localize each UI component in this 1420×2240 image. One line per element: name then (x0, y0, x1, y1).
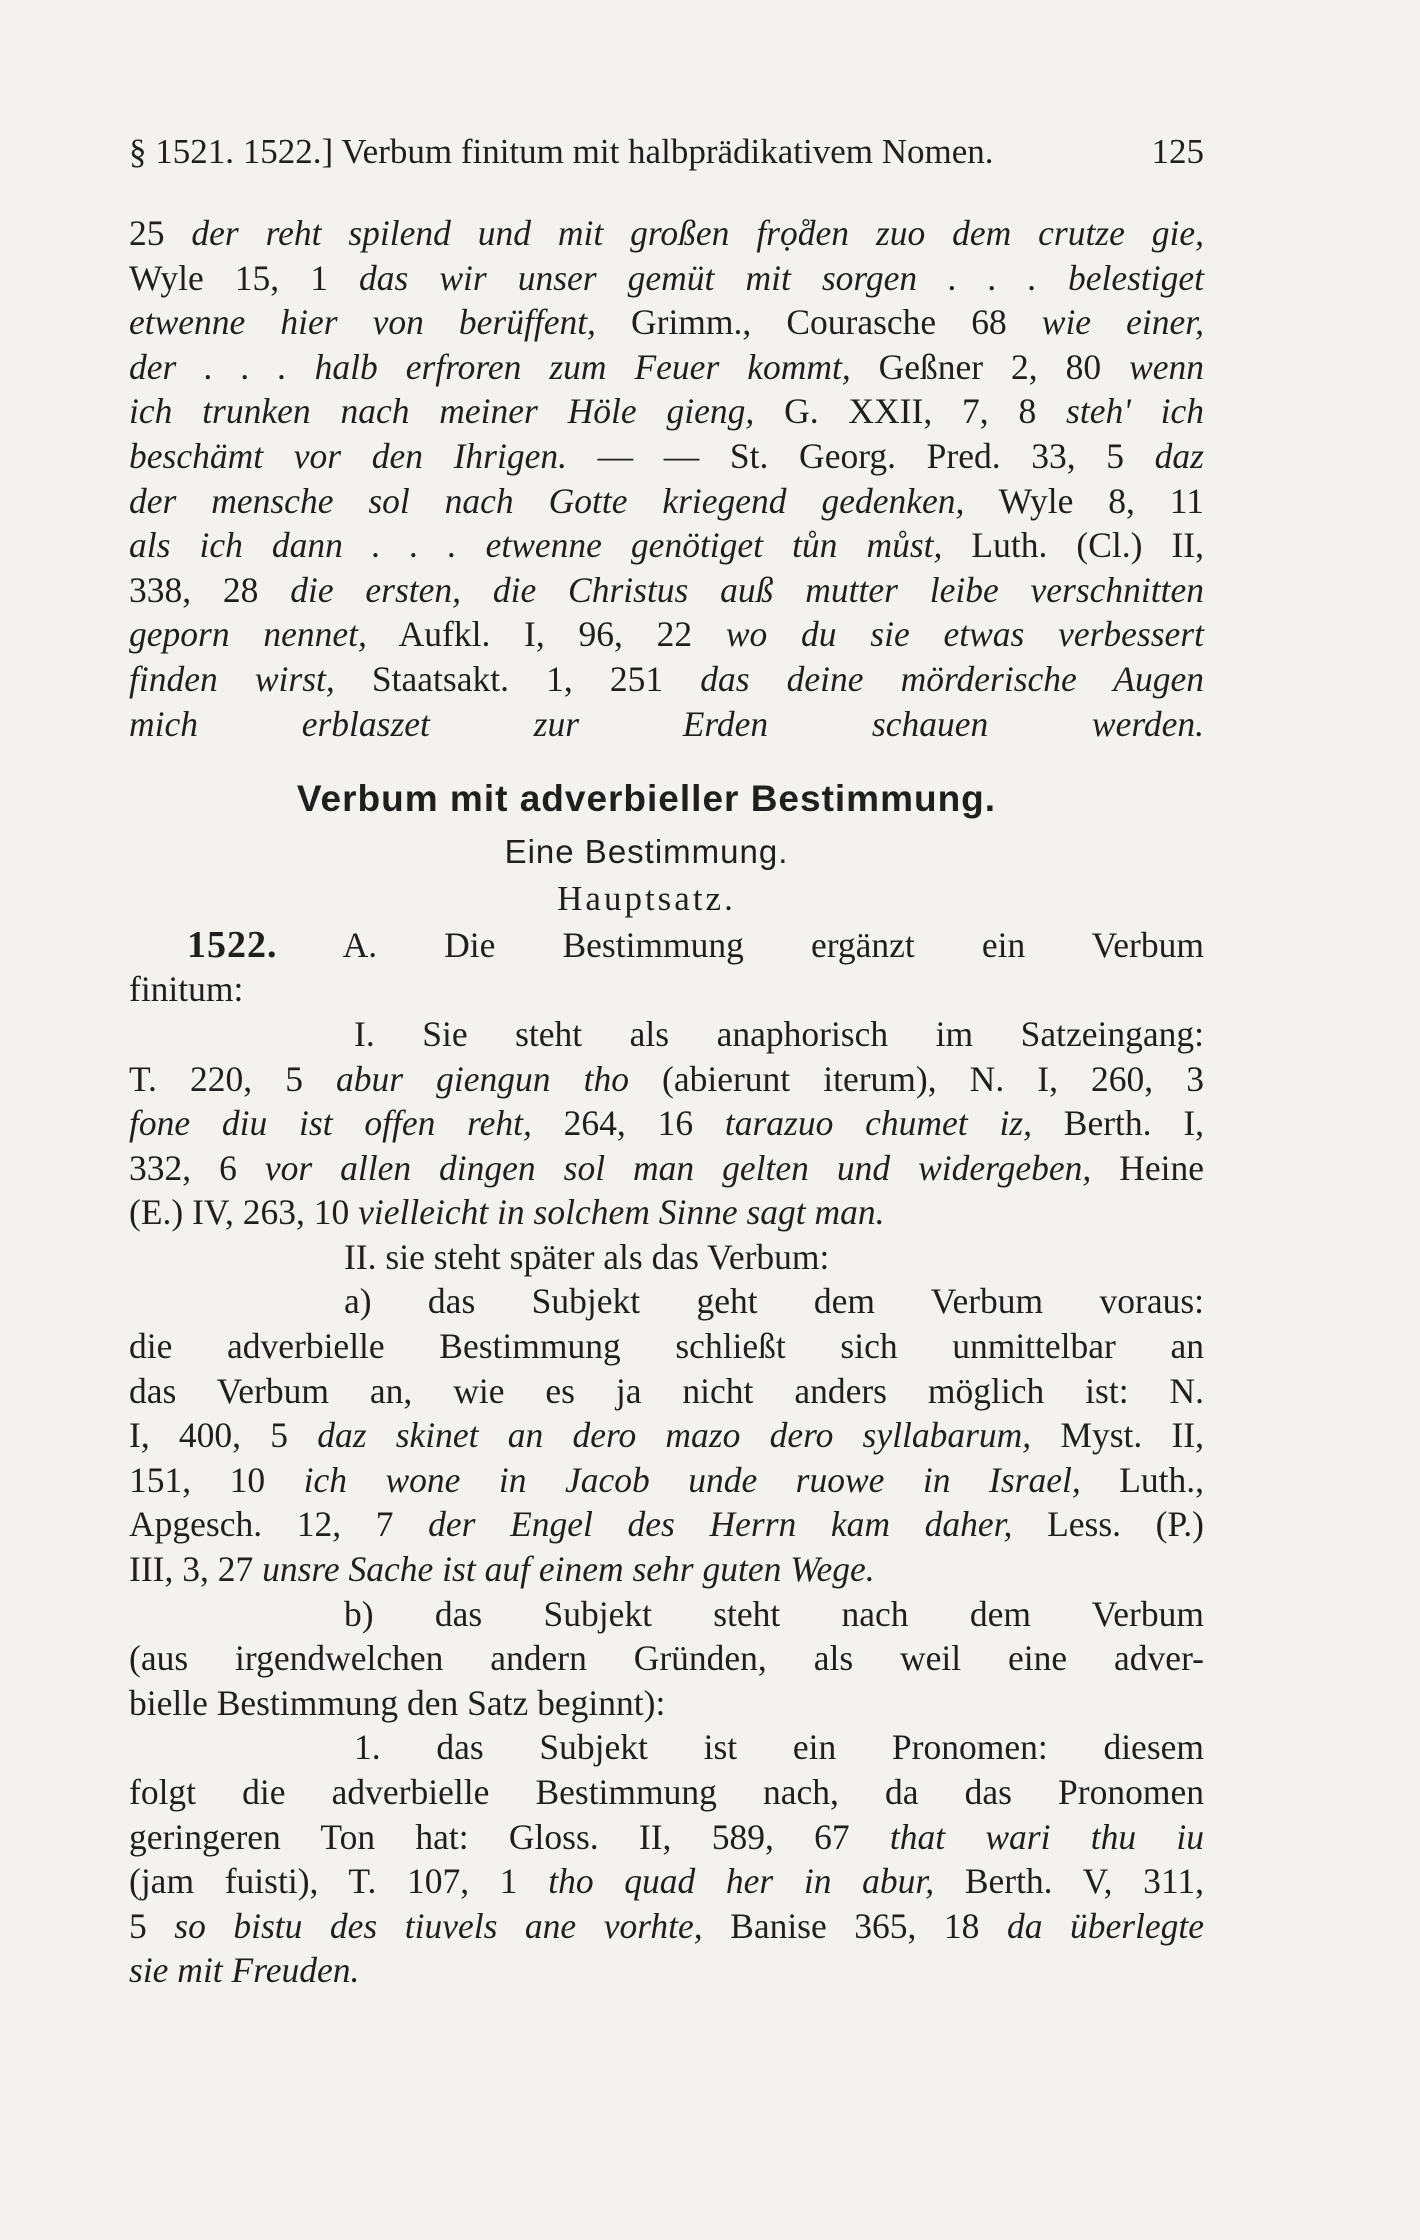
text-line (129, 1770, 1204, 1815)
text-line (129, 1190, 1204, 1235)
text-line (129, 1636, 1204, 1681)
text-line (129, 389, 1204, 434)
text-line (129, 1279, 1204, 1324)
quoted-text: das deine mörderische Augen (700, 658, 1204, 699)
quoted-text: da überlegte (1006, 1905, 1205, 1946)
text-line (129, 300, 1204, 345)
citation-text: III, 3, 27 (129, 1549, 263, 1590)
citation-text: folgt die adverbielle Bestimmung nach, da das Pronomen (129, 1772, 1204, 1812)
text-line (129, 1235, 1204, 1280)
citation-text: 151, 10 (129, 1459, 304, 1500)
quoted-text: das wir unser gemüt mit sorgen . . . belestiget (358, 257, 1204, 298)
text-line (129, 1101, 1204, 1146)
page-number: 125 (1151, 132, 1204, 171)
quoted-text: die ersten, die Christus auß mutter leibe verschnitten (290, 569, 1205, 610)
citation-text: das Verbum an, wie es ja nicht anders möglich ist: N. (129, 1370, 1204, 1411)
text-line (129, 211, 1204, 256)
quoted-text: etwenne hier von berüffent, (129, 302, 596, 343)
text-line (129, 1547, 1204, 1592)
page-body (129, 211, 1204, 1993)
paragraph-continuation (129, 211, 1204, 746)
citation-text: Apgesch. 12, 7 (129, 1504, 429, 1545)
section-1522-cont: finitum: (129, 969, 244, 1010)
text-line (129, 1502, 1204, 1547)
citation-text: 5 (129, 1905, 175, 1946)
quoted-text: wie einer, (1041, 302, 1204, 343)
citation-text: 25 (129, 213, 192, 253)
citation-text: Heine (1091, 1147, 1204, 1188)
citation-text: Less. (P.) (1012, 1504, 1204, 1545)
text-line (129, 479, 1204, 524)
running-title: § 1521. 1522.] Verbum finitum mit halbprädikativem Nomen. (129, 132, 994, 171)
quoted-text: unsre Sache ist auf einem sehr guten Wege. (262, 1549, 875, 1590)
quoted-text: vor allen dingen sol man gelten und widergeben, (264, 1147, 1092, 1188)
quoted-text: geporn nennet, (129, 614, 367, 655)
citation-text: G. XXII, 7, 8 (754, 391, 1067, 432)
citation-text: die adverbielle Bestimmung schließt sich unmittelbar an (129, 1326, 1204, 1367)
text-line (129, 1859, 1204, 1904)
quoted-text: tho quad her in abur, (548, 1861, 935, 1902)
text-line (129, 1681, 1204, 1726)
text-line (129, 1725, 1204, 1770)
citation-text: Myst. II, (1031, 1415, 1204, 1456)
citation-text: (abierunt iterum), N. I, 260, 3 (628, 1058, 1204, 1099)
quoted-text: fone diu ist offen reht, (129, 1103, 532, 1144)
citation-text: (jam fuisti), T. 107, 1 (129, 1861, 549, 1902)
text-line (129, 568, 1204, 613)
citation-text: (aus irgendwelchen andern Gründen, als weil eine adver- (129, 1638, 1204, 1679)
running-header (129, 130, 1204, 174)
text-line (129, 1146, 1204, 1191)
quoted-text: abur giengun tho (336, 1058, 629, 1099)
quoted-text: mich erblaszet zur Erden schauen werden. (129, 703, 1204, 744)
section-1522-line (129, 923, 1204, 968)
paragraph-1522 (129, 1012, 1204, 1993)
text-line (129, 1904, 1204, 1949)
citation-text: Aufkl. I, 96, 22 (366, 614, 726, 655)
citation-text: Banise 365, 18 (702, 1905, 1007, 1946)
quoted-text: als ich dann . . . etwenne genötiget tůn můst, (129, 525, 943, 566)
citation-text: Berth. V, 311, (934, 1861, 1204, 1902)
citation-text: Berth. I, (1032, 1103, 1205, 1144)
citation-text: 338, 28 (129, 569, 291, 610)
quoted-text: tarazuo chumet iz, (724, 1103, 1033, 1144)
quoted-text: der . . . halb erfroren zum Feuer kommt, (129, 346, 851, 387)
quoted-text: so bistu des tiuvels ane vorhte, (174, 1905, 703, 1946)
citation-text: 264, 16 (531, 1103, 725, 1144)
text-line (129, 1815, 1204, 1860)
text-line (129, 1369, 1204, 1414)
text-line (129, 1012, 1204, 1057)
citation-text: geringeren Ton hat: Gloss. II, 589, 67 (129, 1816, 890, 1857)
citation-text: a) das Subjekt geht dem Verbum voraus: (344, 1281, 1204, 1322)
quoted-text: daz (1154, 435, 1204, 476)
quoted-text: wo du sie etwas verbessert (725, 614, 1204, 655)
quoted-text: finden wirst, (129, 658, 335, 699)
text-line (129, 1458, 1204, 1503)
text-line (129, 702, 1204, 747)
section-number: 1522. (187, 923, 278, 966)
subsection-heading: Eine Bestimmung. (504, 833, 789, 871)
text-line (129, 434, 1204, 479)
citation-text: Luth. (Cl.) II, (942, 525, 1204, 566)
text-line (129, 612, 1204, 657)
text-line (129, 657, 1204, 702)
citation-text: T. 220, 5 (129, 1058, 337, 1099)
quoted-text: ich wone in Jacob unde ruowe in Israel, (303, 1459, 1081, 1500)
quoted-text: wenn (1129, 346, 1204, 387)
citation-text: (E.) IV, 263, 10 (129, 1192, 359, 1233)
text-line (129, 1948, 1204, 1993)
citation-text: bielle Bestimmung den Satz beginnt): (129, 1682, 666, 1723)
text-line (129, 1057, 1204, 1102)
citation-text: Geßner 2, 80 (850, 346, 1130, 387)
quoted-text: that wari thu iu (889, 1816, 1204, 1857)
quoted-text: der reht spilend und mit großen frọ̊den zuo dem crutze gie, (191, 213, 1205, 253)
citation-text: 1. das Subjekt ist ein Pronomen: diesem (354, 1727, 1204, 1768)
text-line (129, 345, 1204, 390)
quoted-text: der Engel des Herrn kam daher, (428, 1504, 1013, 1545)
citation-text: II. sie steht später als das Verbum: (344, 1236, 830, 1277)
quoted-text: der mensche sol nach Gotte kriegend gedenken, (129, 480, 965, 521)
citation-text: I. Sie steht als anaphorisch im Satzeingang: (354, 1013, 1204, 1054)
subsubsection-heading: Hauptsatz. (557, 878, 736, 918)
text-line (129, 1592, 1204, 1637)
text-line (129, 1413, 1204, 1458)
quoted-text: beschämt vor den Ihrigen. (129, 435, 567, 476)
section-heading: Verbum mit adverbieller Bestimmung. (296, 778, 997, 820)
citation-text: 332, 6 (129, 1147, 265, 1188)
citation-text: — — St. Georg. Pred. 33, 5 (566, 435, 1155, 476)
quoted-text: sie mit Freuden. (129, 1950, 360, 1991)
citation-text: Luth., (1080, 1459, 1204, 1500)
quoted-text: vielleicht in solchem Sinne sagt man. (358, 1192, 885, 1233)
text-line (129, 256, 1204, 301)
section-1522-text: A. Die Bestimmung ergänzt ein Verbum (277, 924, 1204, 965)
citation-text: Staatsakt. 1, 251 (334, 658, 701, 699)
quoted-text: daz skinet an dero mazo dero syllabarum, (317, 1415, 1032, 1456)
citation-text: I, 400, 5 (129, 1415, 318, 1456)
text-line (129, 1324, 1204, 1369)
citation-text: Wyle 15, 1 (129, 257, 359, 298)
citation-text: Grimm., Courasche 68 (595, 302, 1042, 343)
text-line (129, 523, 1204, 568)
citation-text: Wyle 8, 11 (964, 480, 1204, 521)
citation-text: b) das Subjekt steht nach dem Verbum (344, 1593, 1204, 1634)
quoted-text: ich trunken nach meiner Höle gieng, (129, 391, 755, 432)
quoted-text: steh' ich (1066, 391, 1204, 432)
